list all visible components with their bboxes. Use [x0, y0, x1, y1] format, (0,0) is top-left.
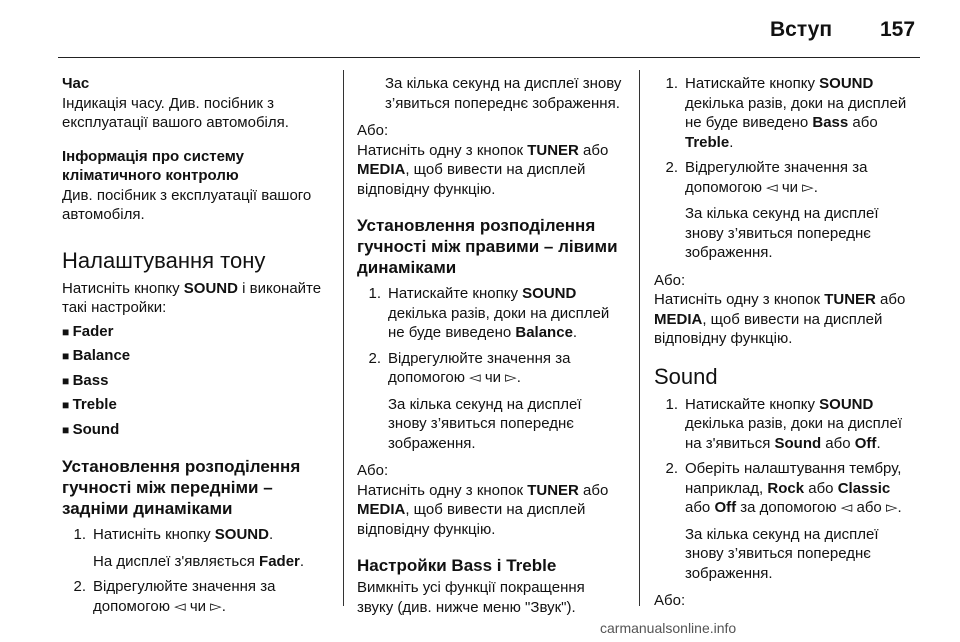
list-item: ■ Balance: [62, 346, 327, 367]
bass-step-2: 2. Відрегулюйте значення за допомогою ◅ чи ▻.: [665, 159, 868, 196]
sound-heading: Sound: [654, 363, 718, 389]
fader-step-2: 2. Відрегулюйте значення за допомогою ◅ чи ▻.: [73, 578, 276, 615]
fader-continuation: За кілька секунд на дисплеї знову з’явиться попереднє зображення.: [385, 75, 622, 112]
header-divider: [58, 57, 920, 58]
bass-step-2-sub: За кілька секунд на дисплеї знову з’явиться попереднє зображення.: [685, 205, 879, 261]
bass-step-1: 1. Натискайте кнопку SOUND декілька разів, доки на дисплей не буде виведено Bass або Treble.: [665, 75, 907, 151]
tuner-media-text: Натисніть одну з кнопок TUNER або MEDIA, щоб вивести на дисплей відповідну функцію.: [654, 291, 906, 347]
fader-heading: Установлення розподілення гучності між передніми – задніми динаміками: [62, 457, 301, 518]
or-label: Або:: [654, 592, 686, 609]
tuner-media-text: Натисніть одну з кнопок TUNER або MEDIA, щоб вивести на дисплей відповідну функцію.: [357, 141, 609, 198]
section-title: Вступ: [770, 18, 833, 41]
tone-heading: Налаштування тону: [62, 247, 266, 273]
climate-text: Див. посібник з експлуатації вашого автомобіля.: [62, 186, 312, 223]
column-1: [62, 74, 327, 616]
list-item: ■ Treble: [62, 395, 327, 416]
balance-step-2: 2. Відрегулюйте значення за допомогою ◅ чи ▻.: [368, 349, 571, 386]
or-label: Або:: [357, 122, 389, 139]
fader-step-1-sub: На дисплеї з'являється Fader.: [93, 552, 305, 570]
or-label: Або:: [357, 462, 389, 479]
watermark: carmanualsonline.info: [600, 620, 737, 636]
list-item: ■ Bass: [62, 371, 327, 392]
clock-title: Час: [62, 75, 90, 92]
sound-step-2: 2. Оберіть налаштування тембру, наприклад, Rock або Classic або Off за допомогою ◅ або ▻.: [665, 460, 902, 516]
balance-heading: Установлення розподілення гучності між правими – лівими динаміками: [357, 216, 618, 277]
bass-treble-heading: Настройки Bass і Treble: [357, 556, 557, 575]
balance-step-2-sub: За кілька секунд на дисплеї знову з’явиться попереднє зображення.: [388, 395, 582, 452]
bass-treble-text: Вимкніть усі функції покращення звуку (див. нижче меню "Звук").: [357, 579, 585, 616]
balance-step-1: 1. Натискайте кнопку SOUND декілька разів, доки на дисплей не буде виведено Balance.: [368, 285, 610, 341]
column-2: [357, 74, 622, 617]
or-label: Або:: [654, 271, 686, 289]
list-item: ■ Sound: [62, 420, 327, 441]
list-item: ■ Fader: [62, 322, 327, 343]
sound-step-2-sub: За кілька секунд на дисплеї знову з’явиться попереднє зображення.: [685, 525, 879, 582]
page-number: 157: [880, 18, 916, 41]
tone-intro: Натисніть кнопку SOUND і виконайте такі настройки:: [62, 279, 322, 316]
tone-options-list: [62, 322, 327, 441]
column-divider-1: [343, 70, 344, 606]
clock-text: Індикація часу. Див. посібник з експлуатації вашого автомобіля.: [62, 94, 289, 131]
fader-step-1: 1. Натисніть кнопку SOUND.: [73, 526, 274, 543]
sound-step-1: 1. Натискайте кнопку SOUND декілька разів, доки на дисплеї на з'явиться Sound або Off.: [665, 395, 903, 452]
column-3: [654, 74, 919, 611]
tuner-media-text: Натисніть одну з кнопок TUNER або MEDIA, щоб вивести на дисплей відповідну функцію.: [357, 481, 609, 538]
column-divider-2: [639, 70, 640, 606]
climate-title: Інформація про систему кліматичного контролю: [62, 147, 245, 184]
